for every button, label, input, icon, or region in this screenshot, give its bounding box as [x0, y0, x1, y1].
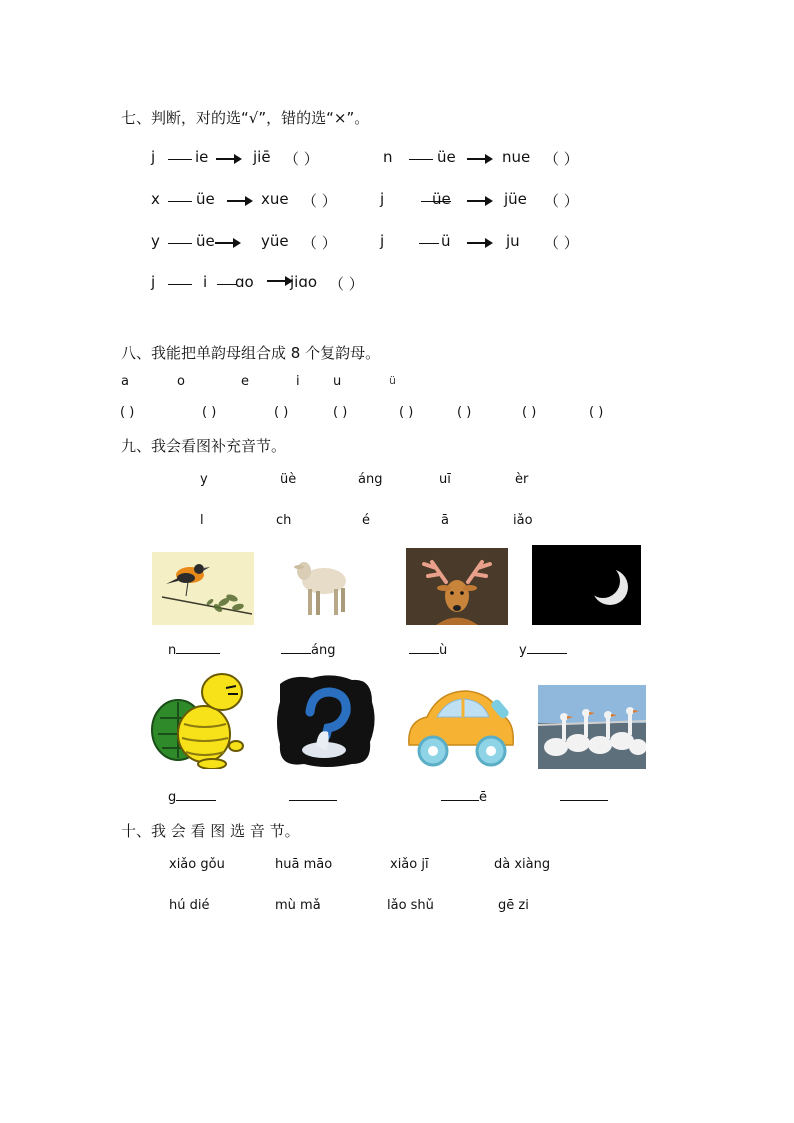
syllable-choice: dà xiàng: [494, 857, 551, 872]
section8-title: 八、我能把单韵母组合成 8 个复韵母。: [121, 344, 381, 362]
answer-paren[interactable]: ( ): [399, 405, 414, 420]
geese-picture: [538, 685, 646, 769]
sheep-picture: [290, 555, 356, 621]
initial: j: [151, 273, 156, 291]
final: üe: [432, 190, 451, 208]
initial: y: [151, 232, 160, 250]
initial: j: [380, 232, 385, 250]
blank-line[interactable]: [527, 639, 567, 654]
syllable-choice: lǎo shǔ: [387, 898, 434, 913]
answer-paren[interactable]: （ ）: [284, 150, 319, 168]
syllable-option: áng: [358, 472, 383, 487]
answer-paren[interactable]: （ ）: [329, 275, 364, 293]
section10-title: 十、我 会 看 图 选 音 节。: [121, 822, 300, 840]
dash: [168, 159, 192, 160]
result: jiē: [253, 148, 271, 166]
answer-paren[interactable]: ( ): [333, 405, 348, 420]
result: nue: [502, 148, 531, 166]
arrow-icon: [467, 195, 493, 207]
syllable-option: l: [200, 513, 204, 528]
initial: n: [383, 148, 393, 166]
bird-picture: [152, 552, 254, 625]
fill-item-deer[interactable]: [409, 639, 447, 658]
vowel: u: [333, 374, 342, 389]
fill-suffix: ù: [439, 643, 448, 658]
final: üe: [196, 232, 215, 250]
syllable-choice: mù mǎ: [275, 898, 321, 913]
answer-paren[interactable]: （ ）: [544, 150, 579, 168]
section9-title: 九、我会看图补充音节。: [121, 437, 287, 455]
syllable-choice: huā māo: [275, 857, 333, 872]
fill-prefix: y: [519, 643, 527, 658]
result: jiɑo: [290, 273, 318, 291]
arrow-icon: [227, 195, 253, 207]
answer-paren[interactable]: ( ): [589, 405, 604, 420]
answer-paren[interactable]: （ ）: [544, 234, 579, 252]
answer-paren[interactable]: ( ): [457, 405, 472, 420]
turtle-picture: [150, 668, 244, 769]
fill-item-moon[interactable]: [519, 639, 567, 658]
syllable-option: y: [200, 472, 208, 487]
fill-item-bird[interactable]: [168, 639, 220, 658]
syllable-option: uī: [439, 472, 451, 487]
fill-item-sheep[interactable]: [281, 639, 335, 658]
initial: x: [151, 190, 160, 208]
dash: [168, 284, 192, 285]
fill-suffix: áng: [311, 643, 336, 658]
syllable-option: üè: [280, 472, 297, 487]
dash: [409, 159, 433, 160]
vowel: e: [241, 374, 249, 389]
result: ju: [506, 232, 520, 250]
deer-picture: [406, 548, 508, 625]
answer-paren[interactable]: （ ）: [302, 234, 337, 252]
section7-title: 七、判断，对的选“√”，错的选“×”。: [121, 109, 370, 127]
syllable-option: èr: [515, 472, 529, 487]
blank-line[interactable]: [176, 786, 216, 801]
syllable-choice: gē zi: [498, 898, 529, 913]
arrow-icon: [467, 153, 493, 165]
result: xue: [261, 190, 289, 208]
blank-line[interactable]: [281, 639, 311, 654]
syllable-option: ā: [441, 513, 449, 528]
vowel: o: [177, 374, 185, 389]
fill-item-question[interactable]: [289, 786, 337, 805]
fill-prefix: g: [168, 790, 177, 805]
car-picture: [403, 685, 517, 772]
fill-item-turtle[interactable]: [168, 786, 216, 805]
answer-paren[interactable]: （ ）: [302, 192, 337, 210]
answer-paren[interactable]: ( ): [522, 405, 537, 420]
result: yüe: [261, 232, 289, 250]
final: üe: [437, 148, 456, 166]
syllable-option: ch: [276, 513, 292, 528]
final: i: [203, 273, 208, 291]
final: üe: [196, 190, 215, 208]
answer-paren[interactable]: ( ): [274, 405, 289, 420]
question-mark-picture: [272, 672, 379, 770]
vowel: ü: [389, 374, 396, 387]
moon-picture: [532, 545, 641, 625]
dash: [217, 284, 237, 285]
syllable-option: iǎo: [513, 513, 533, 528]
syllable-choice: xiǎo gǒu: [169, 857, 225, 872]
blank-line[interactable]: [409, 639, 439, 654]
dash: [419, 243, 439, 244]
fill-item-car[interactable]: [441, 786, 487, 805]
final: ie: [195, 148, 209, 166]
initial: j: [380, 190, 385, 208]
blank-line[interactable]: [441, 786, 479, 801]
blank-line[interactable]: [560, 786, 608, 801]
arrow-icon: [467, 237, 493, 249]
arrow-icon: [215, 237, 241, 249]
fill-item-geese[interactable]: [560, 786, 608, 805]
fill-suffix: ē: [479, 790, 487, 805]
answer-paren[interactable]: ( ): [120, 405, 135, 420]
vowel: i: [296, 374, 300, 389]
arrow-icon: [216, 153, 242, 165]
vowel: a: [121, 374, 129, 389]
final: ü: [441, 232, 451, 250]
result: jüe: [504, 190, 527, 208]
syllable-option: é: [362, 513, 370, 528]
answer-paren[interactable]: （ ）: [544, 192, 579, 210]
final: ɑo: [235, 273, 254, 291]
dash: [168, 201, 192, 202]
answer-paren[interactable]: ( ): [202, 405, 217, 420]
blank-line[interactable]: [289, 786, 337, 801]
fill-prefix: n: [168, 643, 177, 658]
initial: j: [151, 148, 156, 166]
syllable-choice: xiǎo jī: [390, 857, 429, 872]
blank-line[interactable]: [176, 639, 220, 654]
dash: [168, 243, 192, 244]
syllable-choice: hú dié: [169, 898, 210, 913]
